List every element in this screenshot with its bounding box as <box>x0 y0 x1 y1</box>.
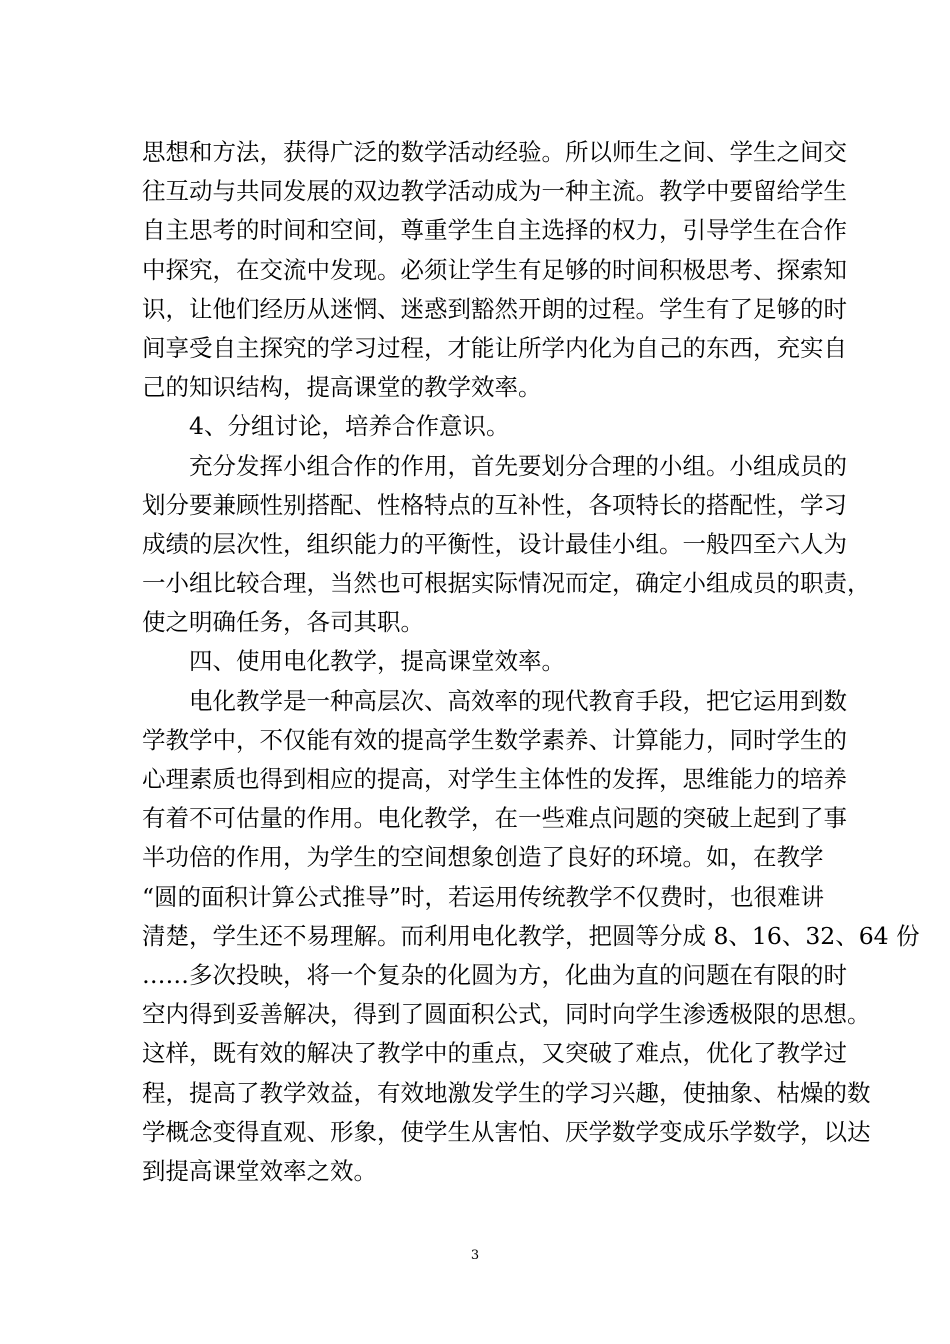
text-line: 学概念变得直观、形象，使学生从害怕、厌学数学变成乐学数学，以达 <box>142 1117 871 1146</box>
text-line: 这样，既有效的解决了教学中的重点，又突破了难点，优化了教学过 <box>142 1039 847 1068</box>
text-line: 电化教学是一种高层次、高效率的现代教育手段，把它运用到数 <box>189 686 847 715</box>
text-line: 4、分组讨论，培养合作意识。 <box>189 412 510 441</box>
text-line: 思想和方法，获得广泛的数学活动经验。所以师生之间、学生之间交 <box>142 138 847 166</box>
text-line: 有着不可估量的作用。电化教学，在一些难点问题的突破上起到了事 <box>142 804 847 833</box>
text-line: 使之明确任务，各司其职。 <box>142 608 424 637</box>
text-line: 识，让他们经历从迷惘、迷惑到豁然开朗的过程。学生有了足够的时 <box>142 294 847 323</box>
text-line: 划分要兼顾性别搭配、性格特点的互补性，各项特长的搭配性，学习 <box>142 490 847 519</box>
text-line: 清楚，学生还不易理解。而利用电化教学，把圆等分成 8、16、32、64 份 <box>142 921 920 950</box>
page-number: 3 <box>470 1248 480 1263</box>
document-body <box>142 133 920 1191</box>
text-line: 到提高课堂效率之效。 <box>142 1156 377 1185</box>
text-line: 成绩的层次性，组织能力的平衡性，设计最佳小组。一般四至六人为 <box>142 529 847 558</box>
text-line: 自主思考的时间和空间，尊重学生自主选择的权力，引导学生在合作 <box>142 216 847 245</box>
text-line: 一小组比较合理，当然也可根据实际情况而定，确定小组成员的职责， <box>142 569 871 598</box>
text-line: 空内得到妥善解决，得到了圆面积公式，同时向学生渗透极限的思想。 <box>142 1000 871 1029</box>
text-line: “圆的面积计算公式推导”时，若运用传统教学不仅费时，也很难讲 <box>142 882 825 911</box>
text-line: 中探究，在交流中发现。必须让学生有足够的时间积极思考、探索知 <box>142 255 847 284</box>
text-line: 往互动与共同发展的双边教学活动成为一种主流。教学中要留给学生 <box>142 177 847 206</box>
text-line: 学教学中，不仅能有效的提高学生数学素养、计算能力，同时学生的 <box>142 725 847 754</box>
text-line: 己的知识结构，提高课堂的教学效率。 <box>142 373 542 402</box>
text-line: 充分发挥小组合作的作用，首先要划分合理的小组。小组成员的 <box>189 451 847 480</box>
text-line: 四、使用电化教学，提高课堂效率。 <box>189 647 565 676</box>
text-line: 心理素质也得到相应的提高，对学生主体性的发挥，思维能力的培养 <box>142 765 847 793</box>
text-line: 间享受自主探究的学习过程，才能让所学内化为自己的东西，充实自 <box>142 333 847 362</box>
text-line: 半功倍的作用，为学生的空间想象创造了良好的环境。如，在教学 <box>142 843 824 872</box>
text-line: ……多次投映，将一个复杂的化圆为方，化曲为直的问题在有限的时 <box>142 960 847 989</box>
text-line: 程，提高了教学效益，有效地激发学生的学习兴趣，使抽象、枯燥的数 <box>142 1078 871 1107</box>
